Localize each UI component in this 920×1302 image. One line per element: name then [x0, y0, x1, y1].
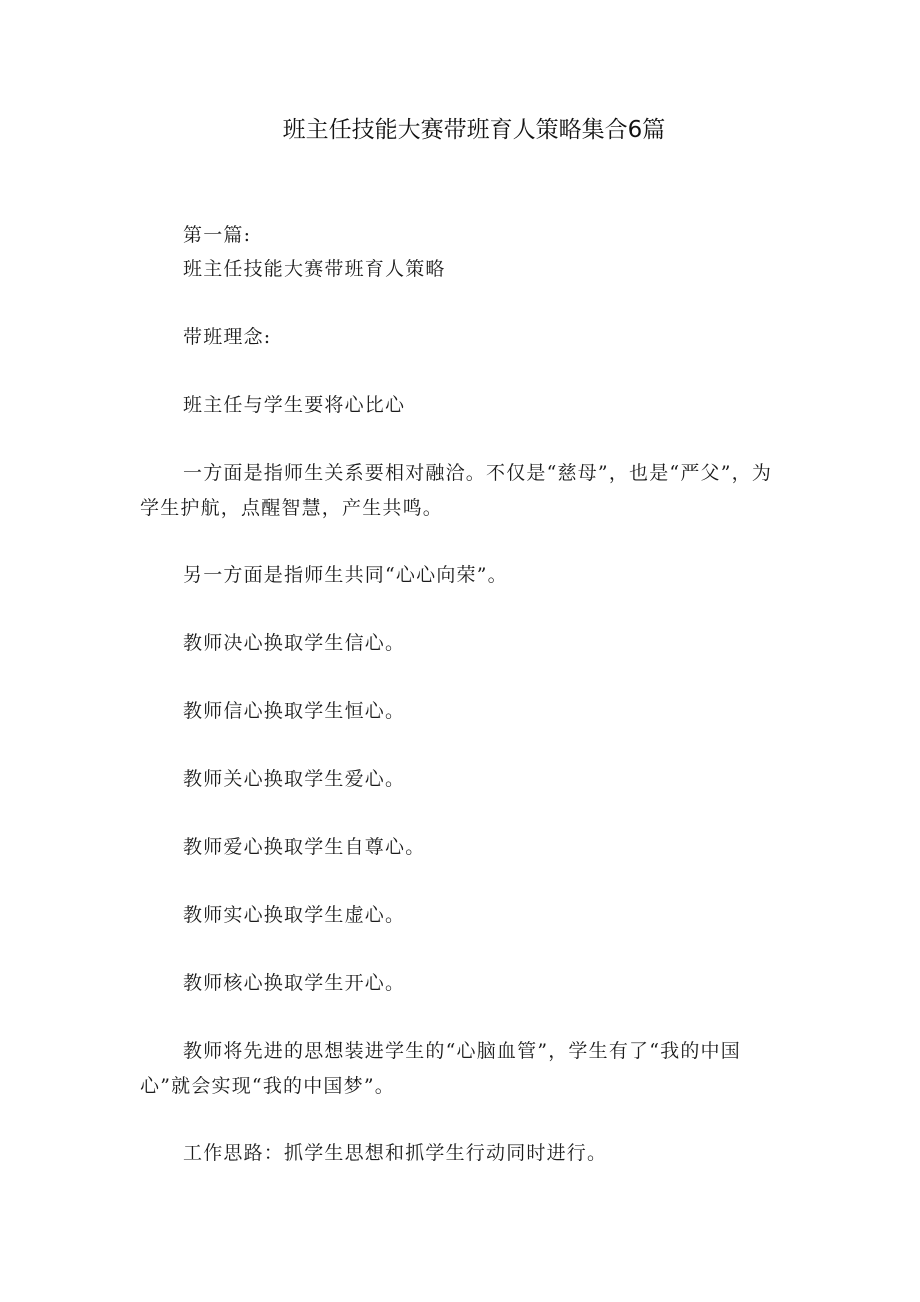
paragraph-philosophy-statement: 班主任与学生要将心比心	[183, 394, 406, 416]
paragraph-heart-3: 教师关心换取学生爱心。	[183, 768, 406, 790]
paragraph-china-dream: 教师将先进的思想装进学生的“心脑血管”，学生有了“我的中国心”就会实现“我的中国梦”。	[140, 1040, 741, 1097]
paragraph-heart-1: 教师决心换取学生信心。	[183, 632, 406, 654]
paragraph-philosophy-label: 带班理念:	[183, 326, 272, 348]
paragraph-work-approach: 工作思路：抓学生思想和抓学生行动同时进行。	[183, 1142, 608, 1164]
paragraph-heart-4: 教师爱心换取学生自尊心。	[183, 836, 426, 858]
paragraph-heart-6: 教师核心换取学生开心。	[183, 972, 406, 994]
paragraph-relationship: 一方面是指师生关系要相对融洽。不仅是“慈母”，也是“严父”，为学生护航，点醒智慧，产生共鸣。	[140, 462, 773, 519]
paragraph-shared-goal: 另一方面是指师生共同“心心向荣”。	[183, 564, 508, 586]
document-title: 班主任技能大赛带班育人策略集合6篇	[282, 117, 666, 143]
paragraph-section-title: 班主任技能大赛带班育人策略	[183, 258, 446, 280]
paragraph-heart-2: 教师信心换取学生恒心。	[183, 700, 406, 722]
paragraph-heart-5: 教师实心换取学生虚心。	[183, 904, 406, 926]
paragraph-section-heading: 第一篇:	[183, 224, 252, 246]
